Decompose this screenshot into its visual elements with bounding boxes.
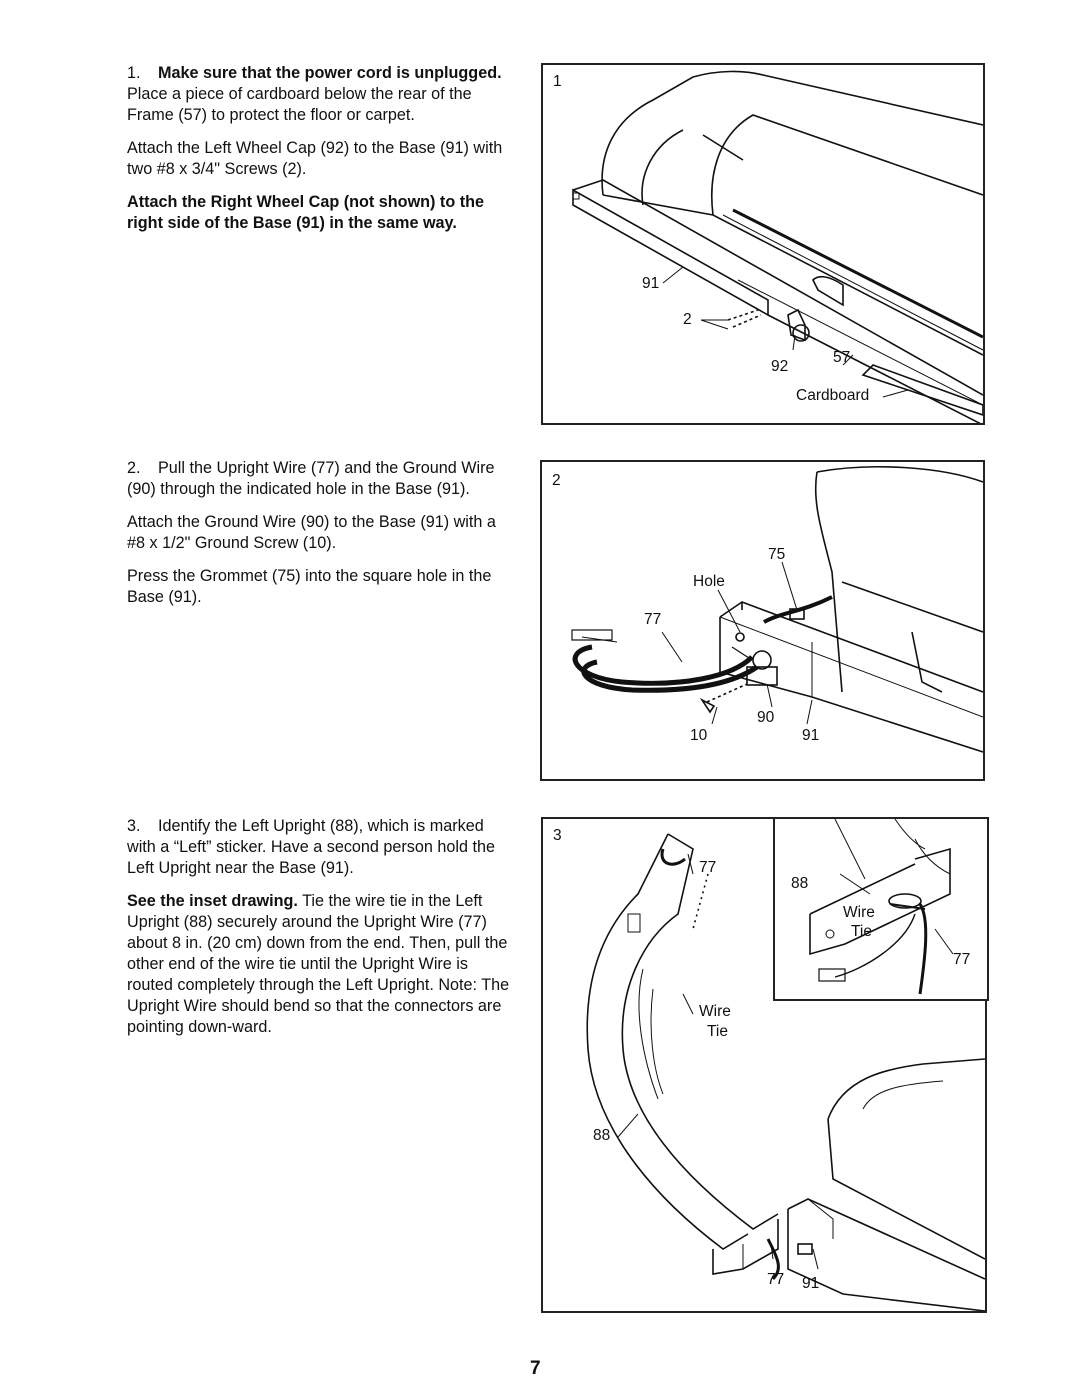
callout-hole: Hole bbox=[693, 573, 725, 590]
callout-77: 77 bbox=[644, 611, 662, 628]
callout-88: 88 bbox=[593, 1127, 611, 1144]
callout-91: 91 bbox=[642, 275, 660, 292]
step-1 bbox=[96, 63, 511, 246]
inset-callout-77: 77 bbox=[953, 951, 971, 968]
figure-1 bbox=[541, 63, 985, 425]
step-text: Place a piece of cardboard below the rear of the Frame (57) to protect the floor or carpet. bbox=[127, 85, 472, 124]
inset-drawing bbox=[773, 817, 989, 1001]
step-text: Identify the Left Upright (88), which is marked with a “Left” sticker. Have a second person hold the Left Upright near the Base (91). bbox=[127, 817, 496, 877]
figure-2 bbox=[540, 460, 985, 781]
callout-57: 57 bbox=[833, 349, 851, 366]
step-2 bbox=[96, 458, 511, 620]
page-number: 7 bbox=[530, 1358, 541, 1379]
figure-number: 3 bbox=[553, 827, 562, 844]
callout-2: 2 bbox=[683, 311, 692, 328]
callout-91: 91 bbox=[802, 1275, 820, 1292]
step-warning: Make sure that the power cord is unplugged. bbox=[158, 64, 502, 82]
inset-drawing-art bbox=[775, 819, 987, 999]
callout-91: 91 bbox=[802, 727, 820, 744]
figure-number: 1 bbox=[553, 73, 562, 90]
step-number: 1. bbox=[127, 64, 141, 82]
step-3 bbox=[96, 816, 511, 1050]
step-number: 3. bbox=[127, 817, 141, 835]
callout-10: 10 bbox=[690, 727, 708, 744]
step-text: Attach the Ground Wire (90) to the Base (91) with a #8 x 1/2" Ground Screw (10). bbox=[127, 513, 496, 552]
callout-wire: Wire bbox=[699, 1003, 731, 1020]
inset-callout-88: 88 bbox=[791, 875, 809, 892]
figure-1-drawing bbox=[543, 65, 983, 423]
step-text: Attach the Left Wheel Cap (92) to the Base (91) with two #8 x 3/4" Screws (2). bbox=[127, 139, 503, 178]
callout-tie: Tie bbox=[707, 1023, 728, 1040]
step-text-bold: See the inset drawing. bbox=[127, 892, 298, 910]
step-text: Tie the wire tie in the Left Upright (88) securely around the Upright Wire (77) about 8 in. (20 cm) down from the end. Then, pull the other end of the wire tie until the Upright Wire is routed completely through the Left Upright. Note: The Upright Wire should bend so that the connectors are pointing down-ward. bbox=[127, 892, 510, 1036]
step-number: 2. bbox=[127, 459, 141, 477]
inset-callout-tie: Tie bbox=[851, 923, 872, 940]
callout-92: 92 bbox=[771, 358, 789, 375]
step-text: Press the Grommet (75) into the square hole in the Base (91). bbox=[127, 567, 492, 606]
inset-callout-wire: Wire bbox=[843, 904, 875, 921]
callout-90: 90 bbox=[757, 709, 775, 726]
step-text: Pull the Upright Wire (77) and the Ground Wire (90) through the indicated hole in the Base (91). bbox=[127, 459, 495, 498]
callout-77: 77 bbox=[699, 859, 717, 876]
callout-cardboard: Cardboard bbox=[796, 387, 870, 404]
step-text-bold: Attach the Right Wheel Cap (not shown) to the right side of the Base (91) in the same way. bbox=[127, 193, 484, 232]
figure-3 bbox=[541, 817, 987, 1313]
figure-2-drawing bbox=[542, 462, 983, 779]
figure-number: 2 bbox=[552, 472, 561, 489]
callout-75: 75 bbox=[768, 546, 786, 563]
callout-77: 77 bbox=[767, 1271, 785, 1288]
